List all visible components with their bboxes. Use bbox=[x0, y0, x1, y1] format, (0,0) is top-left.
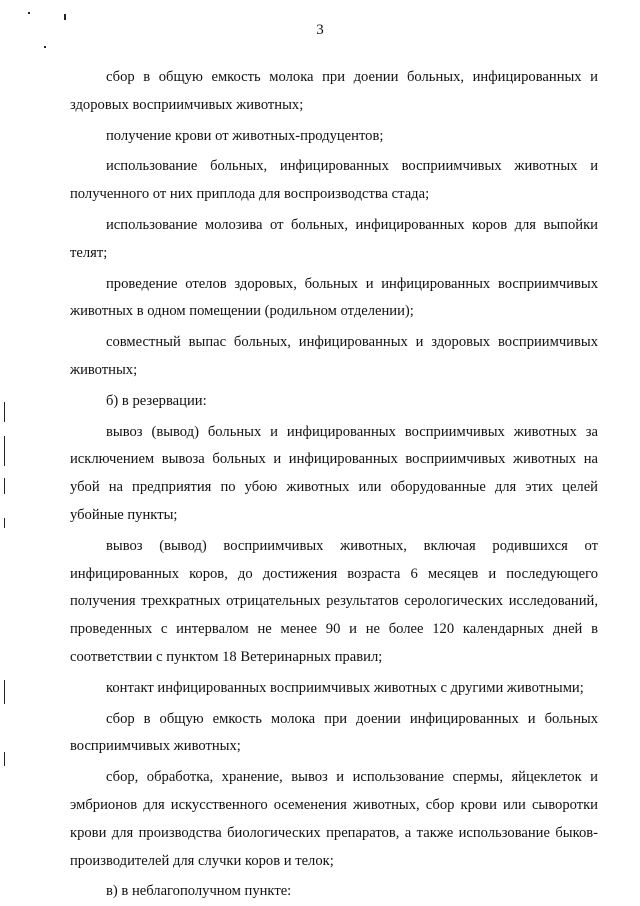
scan-artifact bbox=[4, 478, 5, 494]
scan-artifact bbox=[28, 12, 30, 14]
paragraph: использование больных, инфицированных восприимчивых животных и полученного от них приплода для воспроизводства стада; bbox=[70, 158, 598, 203]
scan-artifact bbox=[4, 436, 5, 466]
paragraph: вывоз (вывод) восприимчивых животных, включая родившихся от инфицированных коров, до достижения возраста 6 месяцев и последующего получения трехкратных отрицательных результатов серологических исследований, проведенных с интервалом не менее 90 и не более 120 календарных дней в соответствии с пунктом 18 Ветеринарных правил; bbox=[70, 537, 598, 665]
paragraph: использование молозива от больных, инфицированных коров для выпойки телят; bbox=[70, 216, 598, 261]
paragraph-heading: в) в неблагополучном пункте: bbox=[106, 883, 292, 900]
scan-artifact bbox=[4, 680, 5, 704]
paragraph: получение крови от животных-продуцентов; bbox=[106, 127, 384, 144]
paragraph: контакт инфицированных восприимчивых животных с другими животными; bbox=[106, 679, 584, 696]
paragraph: сбор в общую емкость молока при доении инфицированных и больных восприимчивых животных; bbox=[70, 710, 598, 755]
scan-artifact bbox=[64, 14, 66, 20]
paragraph: проведение отелов здоровых, больных и инфицированных восприимчивых животных в одном помещении (родильном отделении); bbox=[70, 275, 598, 320]
scan-artifact bbox=[4, 518, 5, 528]
paragraph: сбор, обработка, хранение, вывоз и использование спермы, яйцеклеток и эмбрионов для искусственного осеменения животных, сбор крови или сыворотки крови для производства биологических препаратов, а также использование быков-производителей для случки коров и телок; bbox=[70, 769, 598, 869]
scan-artifact bbox=[4, 752, 5, 766]
paragraph: вывоз (вывод) больных и инфицированных восприимчивых животных за исключением вывоза больных и инфицированных восприимчивых животных на убой на предприятия по убою животных или оборудованные для этих целей убойные пункты; bbox=[70, 423, 598, 523]
paragraph: сбор в общую емкость молока при доении больных, инфицированных и здоровых восприимчивых животных; bbox=[70, 69, 598, 113]
scan-artifact bbox=[44, 46, 46, 48]
paragraph: совместный выпас больных, инфицированных и здоровых восприимчивых животных; bbox=[70, 334, 598, 378]
scan-artifact bbox=[4, 402, 5, 422]
page-number: 3 bbox=[316, 22, 324, 38]
paragraph-heading: б) в резервации: bbox=[106, 392, 207, 409]
document-body bbox=[70, 64, 598, 906]
